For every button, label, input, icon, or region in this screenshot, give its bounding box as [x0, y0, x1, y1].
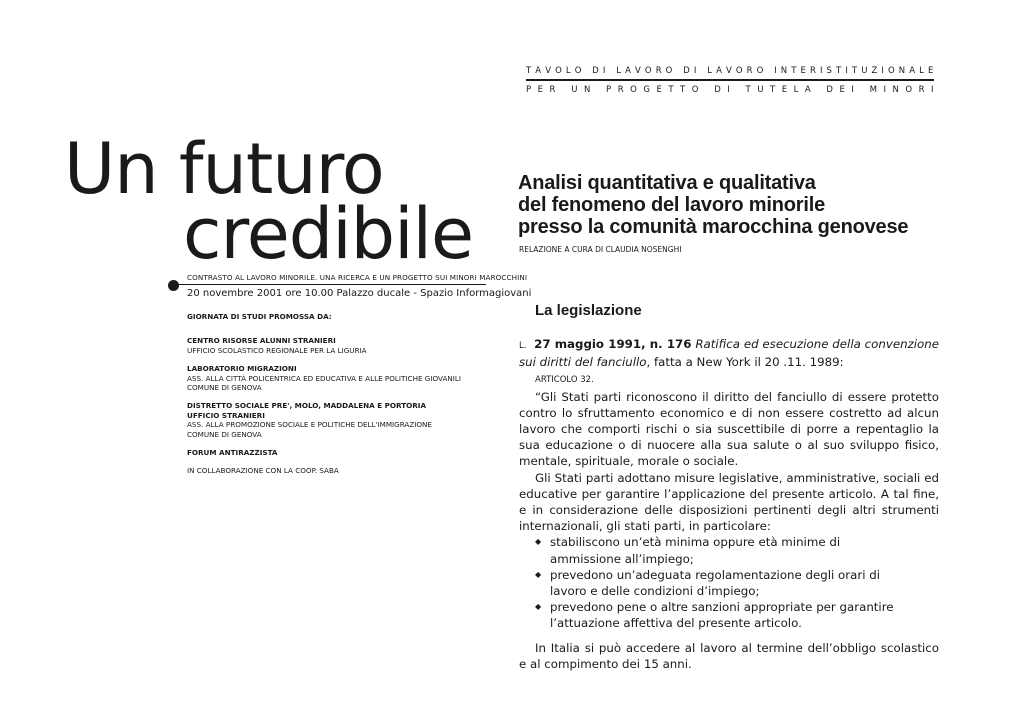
header-letter: G [643, 85, 650, 95]
list-item [519, 534, 939, 566]
header-letter: T [526, 66, 532, 76]
event-dateline: 20 novembre 2001 ore 10.00 Palazzo ducale - Spazio Informagiovani [187, 288, 532, 299]
article-label: ARTICOLO 32. [535, 375, 594, 386]
header-letter [860, 85, 863, 95]
org-name: FORUM ANTIRAZZISTA [187, 448, 278, 458]
report-heading [518, 172, 938, 238]
header-letter: A [804, 85, 811, 95]
header-letter: O [905, 85, 913, 95]
diamond-bullet-icon: ◆ [535, 537, 542, 547]
header-letter [736, 85, 739, 95]
law-citation [519, 336, 939, 370]
header-letter: T [680, 85, 686, 95]
header-letter: O [555, 66, 562, 76]
header-letter: L [565, 66, 571, 76]
header-letter: T [836, 66, 842, 76]
main-title-line-2: credibile [183, 193, 474, 275]
law-date: 27 maggio 1991, n. 176 [534, 337, 692, 351]
header-letter: D [714, 85, 721, 95]
title-subtitle: CONTRASTO AL LAVORO MINORILE. UNA RICERCA E UN PROGETTO SUI MINORI MAROCCHINI [187, 273, 528, 282]
report-author: RELAZIONE A CURA DI CLAUDIA NOSENGHI [519, 245, 682, 254]
org-name: DISTRETTO SOCIALE PRE', MOLO, MADDALENA E PORTORIA [187, 401, 427, 411]
header-letter: V [545, 66, 552, 76]
header-letter: L [793, 85, 799, 95]
header-letter: Z [871, 66, 878, 76]
header-letter: O [888, 66, 895, 76]
header-letter: T [769, 85, 776, 95]
org-sub: COMUNE DI GENOVA [187, 429, 262, 439]
promoters-intro: GIORNATA DI STUDI PROMOSSA DA: [187, 312, 332, 321]
header-letter: O [665, 66, 673, 76]
section-title: La legislazione [535, 302, 642, 319]
header-rule [526, 79, 934, 81]
header-line-2 [526, 85, 934, 95]
diamond-bullet-icon: ◆ [535, 602, 542, 612]
header-letter: E [839, 85, 845, 95]
header-letter: L [919, 66, 924, 76]
header-letter: I [851, 85, 854, 95]
series-header [526, 66, 934, 95]
header-letter: O [644, 66, 652, 76]
header-letter: D [683, 66, 690, 76]
header-letter: U [861, 66, 868, 76]
header-letter: U [571, 85, 578, 95]
header-letter: I [727, 85, 730, 95]
org-sub: UFFICIO SCOLASTICO REGIONALE PER LA LIGURIA [187, 345, 367, 355]
header-letter: R [549, 85, 556, 95]
org-name: CENTRO RISORSE ALUNNI STRANIERI [187, 336, 336, 346]
header-letter: O [574, 66, 582, 76]
paragraph: “Gli Stati parti riconoscono il diritto del fanciullo di essere protetto contro lo sfruttamento economico e di non essere costretto ad alcun lavoro che comporti rischi o sia suscettibile di porre a repentaglio la sua educazione o di nuocere alla sua salute o al suo sviluppo fisico, mentale, spirituale, morale o sociale. [519, 389, 939, 469]
header-letter: L [616, 66, 622, 76]
header-letter: A [625, 66, 631, 76]
header-letter: I [774, 66, 777, 76]
report-heading-line: presso la comunità marocchina genovese [518, 216, 909, 238]
header-letter: P [606, 85, 612, 95]
header-letter: V [725, 66, 732, 76]
header-letter: E [781, 85, 788, 95]
header-letter: O [691, 85, 699, 95]
header-letter: N [780, 66, 788, 76]
header-letter: R [655, 66, 662, 76]
header-letter: N [898, 66, 906, 76]
header-letter: I [931, 85, 934, 95]
header-letter [817, 85, 820, 95]
header-letter: T [851, 66, 858, 76]
section-body [519, 336, 939, 672]
header-letter: V [635, 66, 641, 76]
org-sub: COMUNE DI GENOVA [187, 383, 262, 393]
header-letter: N [892, 85, 899, 95]
org-name: UFFICIO STRANIERI [187, 410, 265, 420]
header-letter: T [668, 85, 674, 95]
header-letter: O [630, 85, 637, 95]
header-letter: A [909, 66, 916, 76]
header-letter: N [583, 85, 591, 95]
org-name: LABORATORIO MIGRAZIONI [187, 364, 297, 374]
collaboration-note: IN COLLABORAZIONE CON LA COOP. SABA [187, 466, 339, 476]
org-sub: ASS. ALLA PROMOZIONE SOCIALE E POLITICHE DELL'IMMIGRAZIONE [187, 420, 432, 430]
header-letter: A [535, 66, 542, 76]
paragraph: In Italia si può accedere al lavoro al termine dell’obbligo scolastico e al compimento dei 15 anni. [519, 640, 939, 671]
header-letter: I [883, 85, 886, 95]
header-letter [705, 85, 708, 95]
list-item-text: stabiliscono un’età minima oppure età minime di ammissione all’impiego; [550, 535, 841, 566]
header-letter: P [526, 85, 532, 95]
header-letter [676, 66, 679, 76]
header-letter: O [735, 66, 743, 76]
header-letter: I [602, 66, 606, 76]
header-letter: I [693, 66, 697, 76]
measures-list [519, 534, 939, 631]
header-letter: U [757, 85, 764, 95]
header-letter: R [617, 85, 624, 95]
header-letter: D [826, 85, 833, 95]
law-title: Ratifica ed esecuzione della convenzione sui diritti del fanciullo [519, 337, 939, 370]
header-letter: R [746, 66, 753, 76]
title-rule [176, 284, 486, 285]
list-item-text: prevedono un’adeguata regolamentazione degli orari di lavoro e delle condizioni d’impiego; [550, 567, 880, 599]
header-letter [609, 66, 612, 76]
header-letter: E [800, 66, 806, 76]
paragraph: Gli Stati parti adottano misure legislative, amministrative, sociali ed educative per garantire l’applicazione del presente articolo. A tal fine, e in considerazione delle disposizioni pertinenti degli altri strumenti internazionali, gli stati parti, in particolare: [519, 470, 939, 534]
org-sub: ASS. ALLA CITTÀ POLICENTRICA ED EDUCATIVA E ALLE POLITICHE GIOVANILI [187, 373, 462, 383]
law-rest: , fatta a New York il 20 .11. 1989: [646, 355, 844, 370]
header-letter [597, 85, 600, 95]
main-title-line-1: Un futuro [64, 128, 384, 210]
promoters-list [187, 312, 487, 476]
header-letter: I [819, 66, 823, 76]
report-heading-line: del fenomeno del lavoro minorile [518, 194, 825, 216]
header-letter: R [918, 85, 925, 95]
header-letter [585, 66, 588, 76]
header-letter: M [869, 85, 877, 95]
header-letter [767, 66, 770, 76]
header-letter: T [791, 66, 797, 76]
header-letter: O [756, 66, 764, 76]
header-letter: I [881, 66, 884, 76]
list-item [519, 599, 939, 631]
header-letter: E [927, 66, 934, 76]
diamond-bullet-icon: ◆ [535, 569, 542, 579]
header-letter [562, 85, 565, 95]
header-letter: L [707, 66, 712, 76]
header-letter [700, 66, 703, 76]
header-letter: R [809, 66, 816, 76]
header-letter: E [537, 85, 544, 95]
law-prefix: L. [519, 341, 527, 351]
header-letter: T [745, 85, 751, 95]
list-item [519, 567, 939, 599]
bullet-dot-icon [168, 280, 179, 291]
header-letter: I [845, 66, 848, 76]
header-letter: E [656, 85, 662, 95]
list-item-text: prevedono pene o altre sanzioni appropriate per garantire l’attuazione affettiva del presente articolo. [550, 600, 894, 631]
report-heading-line: Analisi quantitativa e qualitativa [518, 172, 816, 194]
header-letter: S [826, 66, 832, 76]
header-letter: A [716, 66, 722, 76]
header-letter: D [592, 66, 599, 76]
header-line-1 [526, 66, 934, 76]
